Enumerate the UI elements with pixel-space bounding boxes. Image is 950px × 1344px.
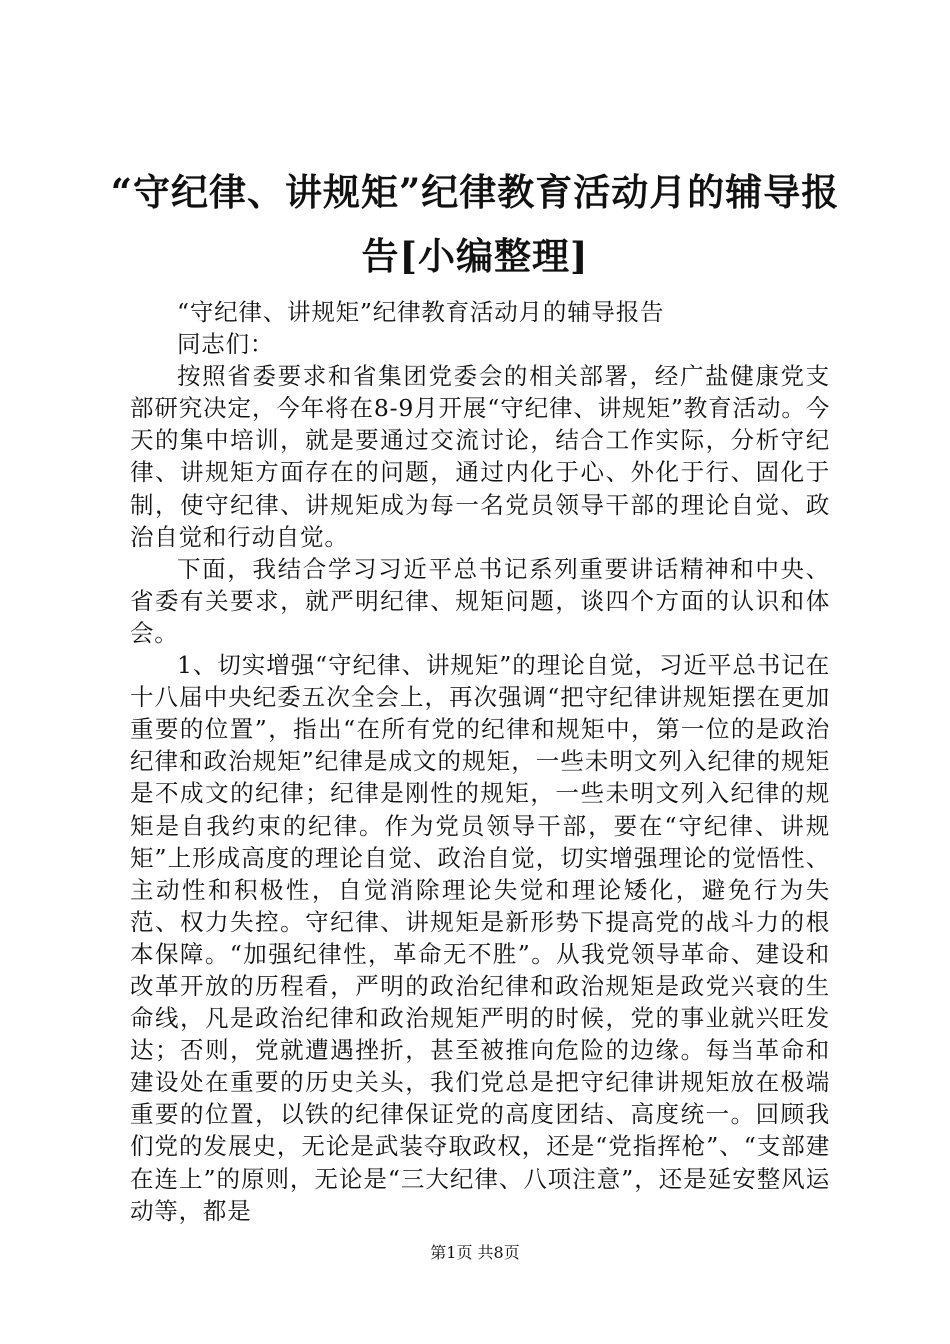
- salutation-paragraph: 同志们：: [177, 330, 275, 359]
- document-body: [130, 296, 830, 1227]
- body-paragraph: 下面，我结合学习习近平总书记系列重要讲话精神和中央、省委有关要求，就严明纪律、规矩问题，谈四个方面的认识和体会。: [130, 554, 830, 647]
- body-paragraph: 按照省委要求和省集团党委会的相关部署，经广盐健康党支部研究决定，今年将在8-9月开展“守纪律、讲规矩”教育活动。今天的集中培训，就是要通过交流讨论，结合工作实际，分析守纪律、讲规矩方面存在的问题，通过内化于心、外化于行、固化于制，使守纪律、讲规矩成为每一名党员领导干部的理论自觉、政治自觉和行动自觉。: [130, 362, 830, 551]
- title-line-1: “守纪律、讲规矩”纪律教育活动月的辅导报: [110, 170, 840, 214]
- document-title: [100, 160, 850, 288]
- body-paragraph: 1、切实增强“守纪律、讲规矩”的理论自觉，习近平总书记在十八届中央纪委五次全会上，再次强调“把守纪律讲规矩摆在更加重要的位置”，指出“在所有党的纪律和规矩中，第一位的是政治纪律和政治规矩”纪律是成文的规矩，一些未明文列入纪律的规矩是不成文的纪律；纪律是刚性的规矩，一些未明文列入纪律的规矩是自我约束的纪律。作为党员领导干部，要在“守纪律、讲规矩”上形成高度的理论自觉、政治自觉，切实增强理论的觉悟性、主动性和积极性，自觉消除理论失觉和理论矮化，避免行为失范、权力失控。守纪律、讲规矩是新形势下提高党的战斗力的根本保障。“加强纪律性，革命无不胜”。从我党领导革命、建设和改革开放的历程看，严明的政治纪律和政治规矩是政党兴衰的生命线，凡是政治纪律和政治规矩严明的时候，党的事业就兴旺发达；否则，党就遭遇挫折，甚至被推向危险的边缘。每当革命和建设处在重要的历史关头，我们党总是把守纪律讲规矩放在极端重要的位置，以铁的纪律保证党的高度团结、高度统一。回顾我们党的发展史，无论是武装夺取政权，还是“党指挥枪”、“支部建在连上”的原则，无论是“三大纪律、八项注意”，还是延安整风运动等，都是: [130, 651, 830, 1225]
- page-footer: 第1页 共8页: [430, 1243, 520, 1262]
- subtitle-paragraph: “守纪律、讲规矩”纪律教育活动月的辅导报告: [177, 298, 665, 326]
- title-line-2: 告[小编整理]: [361, 234, 589, 278]
